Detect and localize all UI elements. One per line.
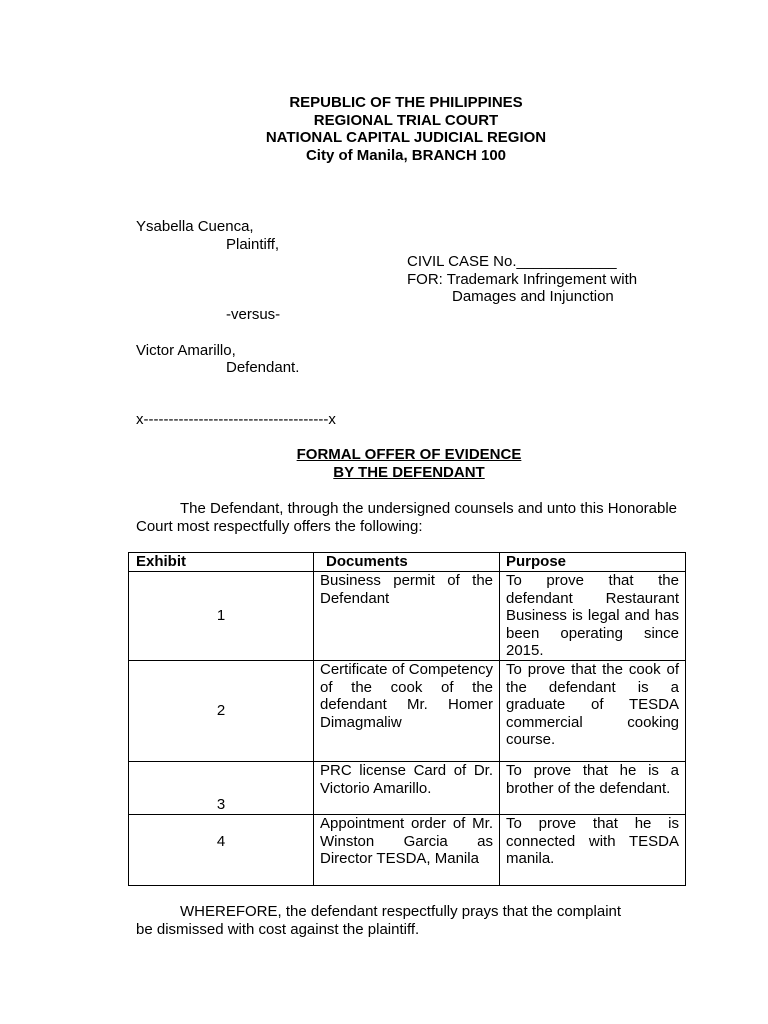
exhibit-document: Business permit of the Defendant bbox=[314, 572, 500, 661]
caption-separator: x-------------------------------------x bbox=[136, 411, 336, 428]
header-line-branch: City of Manila, BRANCH 100 bbox=[305, 146, 507, 164]
exhibit-number: 3 bbox=[129, 761, 314, 814]
header-purpose: Purpose bbox=[500, 553, 686, 572]
table-row bbox=[129, 572, 686, 661]
header-documents: Documents bbox=[314, 553, 500, 572]
header-exhibit: Exhibit bbox=[129, 553, 314, 572]
exhibit-purpose: To prove that he is connected with TESDA manila. bbox=[500, 814, 686, 885]
civil-case-number: CIVIL CASE No.____________ bbox=[407, 253, 617, 270]
case-subject-line2: Damages and Injunction bbox=[452, 288, 614, 305]
table-header-row bbox=[129, 553, 686, 572]
table-row bbox=[129, 761, 686, 814]
exhibit-number: 4 bbox=[129, 814, 314, 885]
exhibit-document: Appointment order of Mr. Winston Garcia as Director TESDA, Manila bbox=[314, 814, 500, 885]
plaintiff-role: Plaintiff, bbox=[226, 236, 280, 253]
exhibit-document: PRC license Card of Dr. Victorio Amarillo. bbox=[314, 761, 500, 814]
header-line-region: NATIONAL CAPITAL JUDICIAL REGION bbox=[265, 129, 547, 146]
prayer-paragraph: WHEREFORE, the defendant respectfully prays that the complaint be dismissed with cost against the plaintiff. bbox=[136, 903, 622, 938]
exhibit-document: Certificate of Competency of the cook of the defendant Mr. Homer Dimagmaliw bbox=[314, 660, 500, 761]
plaintiff-name: Ysabella Cuenca, bbox=[136, 218, 254, 235]
evidence-table bbox=[128, 552, 686, 886]
exhibit-purpose: To prove that the cook of the defendant is a graduate of TESDA commercial cooking course. bbox=[500, 660, 686, 761]
exhibit-purpose: To prove that the defendant Restaurant Business is legal and has been operating since 2015. bbox=[500, 572, 686, 661]
table-row bbox=[129, 814, 686, 885]
intro-paragraph: The Defendant, through the undersigned counsels and unto this Honorable Court most respectfully offers the following: bbox=[136, 500, 678, 535]
court-header bbox=[0, 94, 768, 164]
defendant-name: Victor Amarillo, bbox=[136, 342, 236, 359]
versus-label: -versus- bbox=[226, 306, 281, 323]
table-row bbox=[129, 660, 686, 761]
exhibit-number: 1 bbox=[129, 572, 314, 661]
exhibit-purpose: To prove that he is a brother of the defendant. bbox=[500, 761, 686, 814]
header-line-republic: REPUBLIC OF THE PHILIPPINES bbox=[289, 94, 523, 111]
defendant-role: Defendant. bbox=[226, 359, 300, 376]
title-line1: FORMAL OFFER OF EVIDENCE bbox=[296, 446, 522, 463]
exhibit-number: 2 bbox=[129, 660, 314, 761]
header-line-court: REGIONAL TRIAL COURT bbox=[313, 111, 499, 129]
document-title bbox=[0, 446, 768, 482]
case-subject-line1: FOR: Trademark Infringement with bbox=[407, 271, 638, 288]
title-line2: BY THE DEFENDANT bbox=[333, 464, 485, 481]
